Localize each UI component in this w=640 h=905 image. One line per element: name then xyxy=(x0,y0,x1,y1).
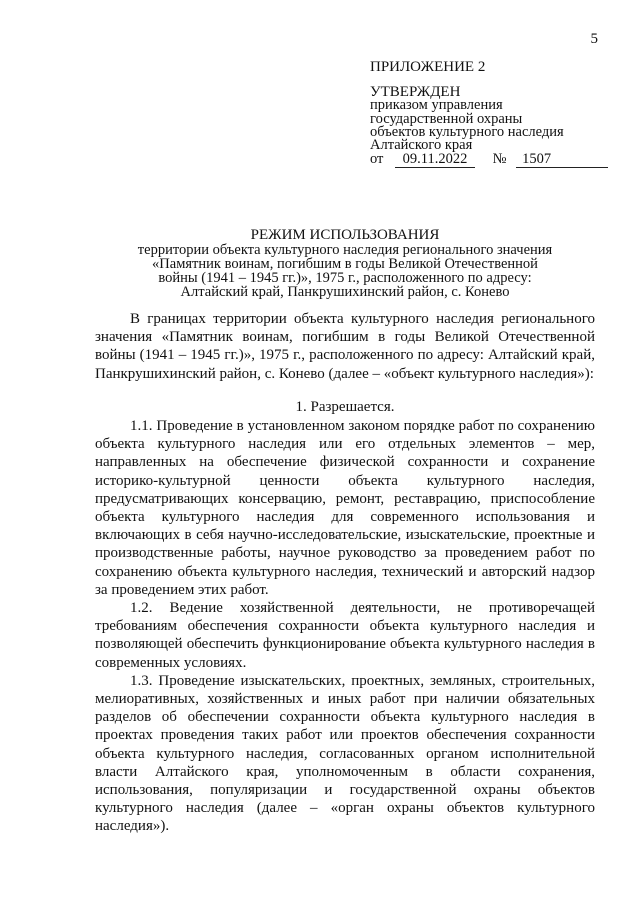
appendix-label: ПРИЛОЖЕНИЕ 2 xyxy=(370,59,486,75)
intro-paragraph xyxy=(95,310,595,383)
section-items xyxy=(95,417,595,836)
subtitle-line: войны (1941 – 1945 гг.)», 1975 г., расположенного по адресу: xyxy=(158,270,532,286)
subtitle-line: территории объекта культурного наследия регионального значения xyxy=(137,242,553,258)
approved-label: УТВЕРЖДЕН xyxy=(370,84,461,100)
order-date-row xyxy=(370,150,608,168)
item-1-1: 1.1. Проведение в установленном законом порядке работ по сохранению объекта культурного наследия или его отдельных элементов – мер, направленных на обеспечение физической сохранности и сохранение историко-культурной ценности объекта культурного наследия, предусматривающих консервацию, ремонт, реставрацию, приспособление объекта культурного наследия для современного использования и включающих в себя научно-исследовательские, изыскательские, проектные и производственные работы, научное руководство за проведением работ по сохранению объекта культурного наследия, технический и авторский надзор за проведением этих работ. xyxy=(95,418,595,598)
date-prefix: от xyxy=(370,151,384,167)
number-sign: № xyxy=(492,151,507,167)
document-subtitle xyxy=(100,243,590,299)
document-title: РЕЖИМ ИСПОЛЬЗОВАНИЯ xyxy=(250,227,440,243)
page-number: 5 xyxy=(590,31,598,47)
order-date: 09.11.2022 xyxy=(395,151,475,168)
item-1-2: 1.2. Ведение хозяйственной деятельности, не противоречащей требованиям обеспечения сохранности объекта культурного наследия и позволяющей обеспечить функционирование объекта культурного наследия в современных условиях. xyxy=(95,600,595,671)
order-line: Алтайского края xyxy=(370,137,473,153)
item-1-3: 1.3. Проведение изыскательских, проектных, земляных, строительных, мелиоративных, хозяйственных и иных работ при наличии обязательных разделов об обеспечении сохранности объекта культурного наследия в проектах проведения таких работ или проектов обеспечения сохранности объекта культурного наследия, согласованных органом исполнительной власти Алтайского края, уполномоченным в области сохранения, использования, популяризации и государственной охраны объектов культурного наследия (далее – «орган охраны объектов культурного наследия»). xyxy=(95,672,595,835)
order-line: объектов культурного наследия xyxy=(370,124,564,140)
subtitle-line: «Памятник воинам, погибшим в годы Великой Отечественной xyxy=(152,256,538,272)
intro-text: В границах территории объекта культурного наследия регионального значения «Памятник воинам, погибшим в годы Великой Отечественной войны (1941 – 1945 гг.)», 1975 г., расположенного по адресу: Алтайский край, Панкрушихинский район, с. Конево (далее – «объект культурного наследия»): xyxy=(95,311,595,382)
order-number: 1507 xyxy=(516,151,608,168)
section-heading: 1. Разрешается. xyxy=(295,399,395,415)
order-line: государственной охраны xyxy=(370,111,523,127)
order-line: приказом управления xyxy=(370,97,503,113)
subtitle-line: Алтайский край, Панкрушихинский район, с. Конево xyxy=(180,284,510,300)
